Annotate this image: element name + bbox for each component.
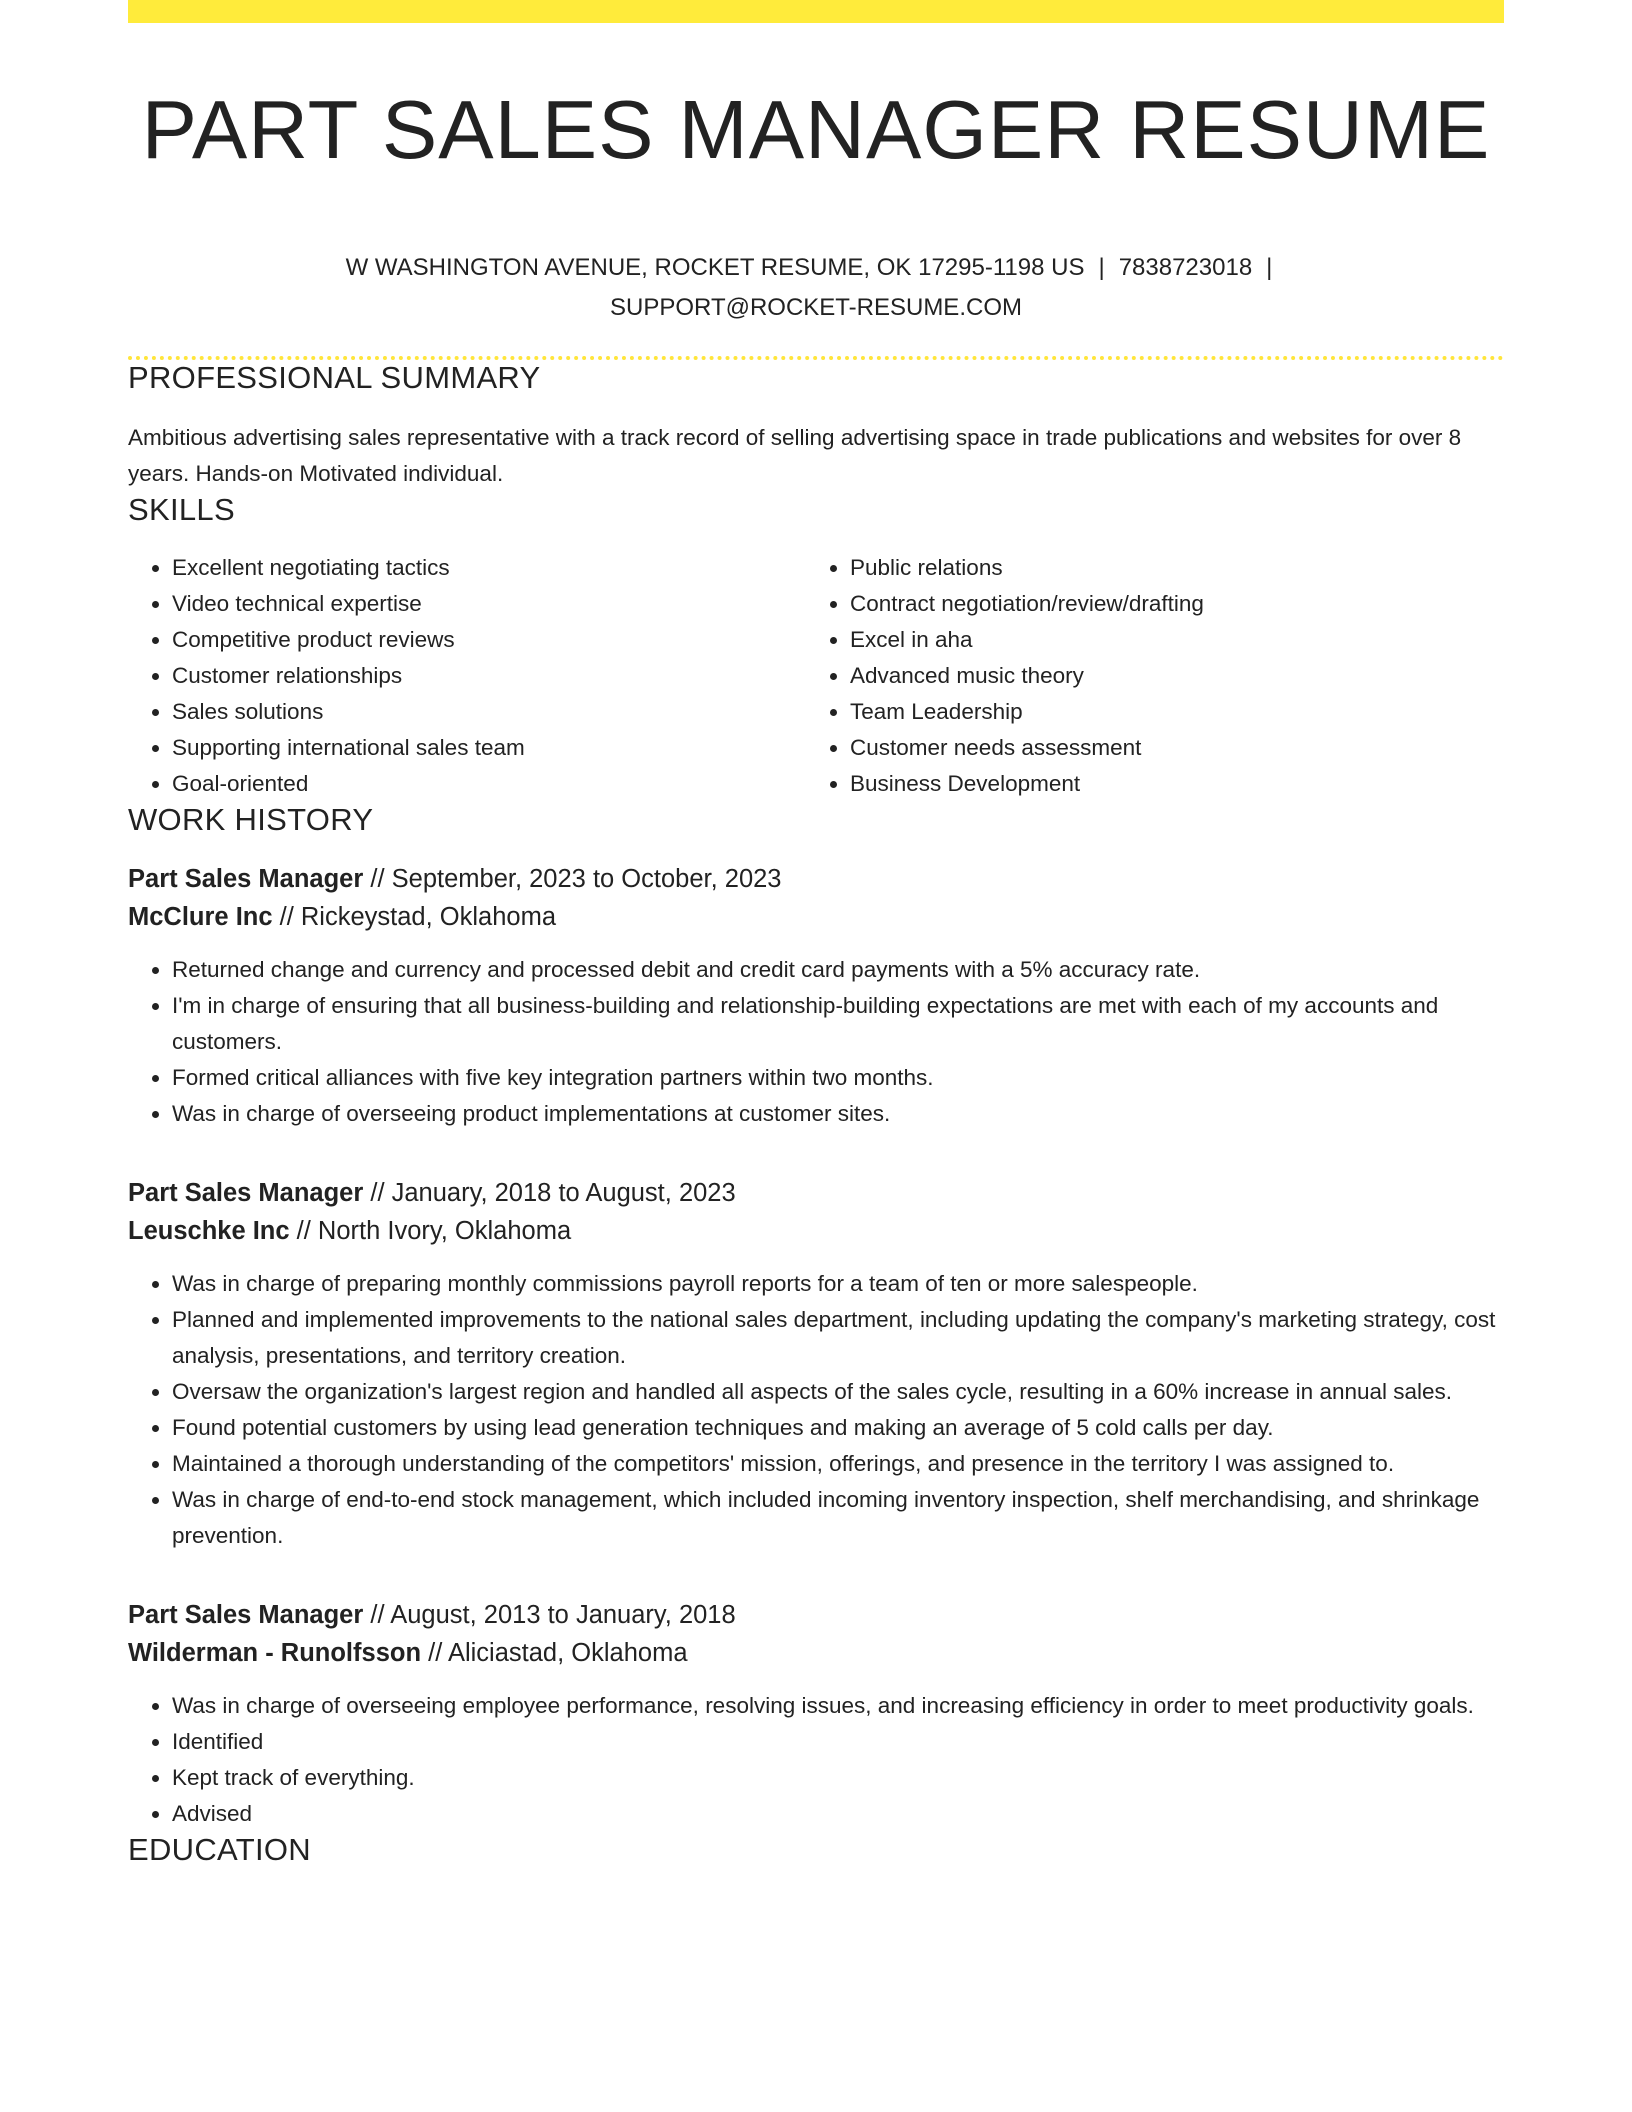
job-title: Part Sales Manager bbox=[128, 1179, 364, 1207]
job-title-line bbox=[128, 1596, 1504, 1634]
work-history-heading: WORK HISTORY bbox=[128, 802, 374, 837]
job-bullet: • Identified bbox=[172, 1724, 1504, 1760]
contact-phone: 7838723018 bbox=[1118, 254, 1253, 281]
contact-info bbox=[128, 248, 1504, 328]
job-dates: // January, 2018 to August, 2023 bbox=[370, 1179, 736, 1207]
job-bullets bbox=[128, 1266, 1504, 1554]
skill-item: • Customer relationships bbox=[172, 658, 806, 694]
skills-right-column bbox=[806, 550, 1484, 802]
skill-item: • Video technical expertise bbox=[172, 586, 806, 622]
skill-item: • Excel in aha bbox=[850, 622, 1484, 658]
job-dates: // September, 2023 to October, 2023 bbox=[370, 865, 782, 893]
job-title-line bbox=[128, 1174, 1504, 1212]
job-bullet: • I'm in charge of ensuring that all business-building and relationship-building expectations are met with each of my accounts and customers. bbox=[172, 988, 1504, 1060]
resume-content bbox=[128, 0, 1504, 1868]
job-bullet: • Was in charge of overseeing employee performance, resolving issues, and increasing efficiency in order to meet productivity goals. bbox=[172, 1688, 1504, 1724]
job-company: Leuschke Inc bbox=[128, 1217, 290, 1245]
job-bullet: • Returned change and currency and processed debit and credit card payments with a 5% accuracy rate. bbox=[172, 952, 1504, 988]
skill-item: • Public relations bbox=[850, 550, 1484, 586]
job-entry bbox=[128, 1174, 1504, 1554]
skill-item: • Sales solutions bbox=[172, 694, 806, 730]
job-bullet: • Maintained a thorough understanding of the competitors' mission, offerings, and presence in the territory I was assigned to. bbox=[172, 1446, 1504, 1482]
job-entry bbox=[128, 1596, 1504, 1832]
summary-heading: PROFESSIONAL SUMMARY bbox=[128, 360, 541, 395]
job-bullets bbox=[128, 1688, 1504, 1832]
job-bullets bbox=[128, 952, 1504, 1132]
contact-separator: | bbox=[1098, 254, 1105, 281]
job-title: Part Sales Manager bbox=[128, 865, 364, 893]
skill-item: • Goal-oriented bbox=[172, 766, 806, 802]
job-company: McClure Inc bbox=[128, 903, 273, 931]
skill-item: • Business Development bbox=[850, 766, 1484, 802]
job-location: // Rickeystad, Oklahoma bbox=[279, 903, 556, 931]
job-bullet: • Planned and implemented improvements to the national sales department, including updating the company's marketing strategy, cost analysis, presentations, and territory creation. bbox=[172, 1302, 1504, 1374]
summary-text: Ambitious advertising sales representative with a track record of selling advertising space in trade publications and websites for over 8 years. Hands-on Motivated individual. bbox=[128, 425, 1462, 486]
education-heading: EDUCATION bbox=[128, 1832, 311, 1867]
skills-heading: SKILLS bbox=[128, 492, 235, 527]
job-company-line bbox=[128, 1212, 1504, 1250]
job-bullet: • Advised bbox=[172, 1796, 1504, 1832]
skill-item: • Supporting international sales team bbox=[172, 730, 806, 766]
job-bullet: • Was in charge of end-to-end stock management, which included incoming inventory inspection, shelf merchandising, and shrinkage prevention. bbox=[172, 1482, 1504, 1554]
job-bullet: • Found potential customers by using lead generation techniques and making an average of 5 cold calls per day. bbox=[172, 1410, 1504, 1446]
job-company-line bbox=[128, 1634, 1504, 1672]
job-bullet: • Oversaw the organization's largest region and handled all aspects of the sales cycle, resulting in a 60% increase in annual sales. bbox=[172, 1374, 1504, 1410]
contact-email: SUPPORT@ROCKET-RESUME.COM bbox=[610, 294, 1022, 321]
job-dates: // August, 2013 to January, 2018 bbox=[370, 1601, 736, 1629]
contact-address: W WASHINGTON AVENUE, ROCKET RESUME, OK 17295-1198 US bbox=[345, 254, 1085, 281]
job-bullet: • Formed critical alliances with five key integration partners within two months. bbox=[172, 1060, 1504, 1096]
job-location: // Aliciastad, Oklahoma bbox=[428, 1639, 688, 1667]
skill-item: • Contract negotiation/review/drafting bbox=[850, 586, 1484, 622]
skill-item: • Advanced music theory bbox=[850, 658, 1484, 694]
job-bullet: • Was in charge of preparing monthly commissions payroll reports for a team of ten or more salespeople. bbox=[172, 1266, 1504, 1302]
job-location: // North Ivory, Oklahoma bbox=[296, 1217, 572, 1245]
skill-item: • Team Leadership bbox=[850, 694, 1484, 730]
job-title-line bbox=[128, 860, 1504, 898]
skill-item: • Customer needs assessment bbox=[850, 730, 1484, 766]
skill-item: • Competitive product reviews bbox=[172, 622, 806, 658]
job-bullet: • Was in charge of overseeing product implementations at customer sites. bbox=[172, 1096, 1504, 1132]
job-entry bbox=[128, 860, 1504, 1132]
skill-item: • Excellent negotiating tactics bbox=[172, 550, 806, 586]
job-company-line bbox=[128, 898, 1504, 936]
resume-title: PART SALES MANAGER RESUME bbox=[141, 83, 1491, 176]
contact-separator: | bbox=[1266, 254, 1273, 281]
job-bullet: • Kept track of everything. bbox=[172, 1760, 1504, 1796]
job-title: Part Sales Manager bbox=[128, 1601, 364, 1629]
skills-list bbox=[128, 550, 1504, 802]
skills-left-column bbox=[128, 550, 806, 802]
job-company: Wilderman - Runolfsson bbox=[128, 1639, 422, 1667]
